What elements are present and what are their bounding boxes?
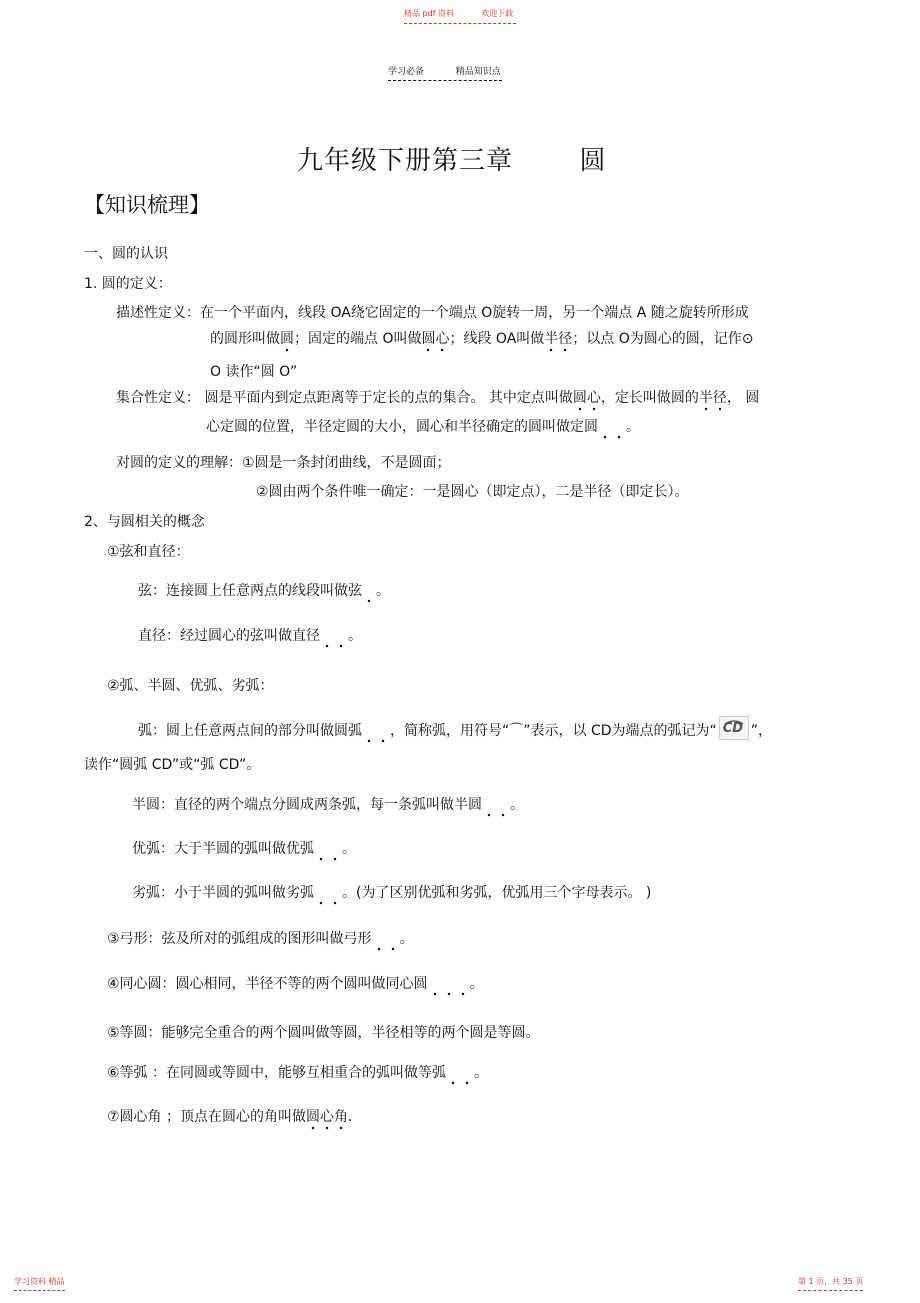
- title-text: 九年级下册第三章: [297, 146, 514, 176]
- page-title: [297, 140, 607, 177]
- arc-symbol-label: CD: [722, 721, 744, 736]
- text: ， 圆: [726, 390, 760, 406]
- text: ④同心圆：圆心相同，半径不等的两个圆叫做同心圆: [107, 976, 428, 992]
- watermark-bottom-right: 第 1 页，共 35 页: [798, 1276, 863, 1291]
- text: 。: [510, 797, 524, 813]
- emphasis-center: 圆心: [421, 328, 449, 353]
- watermark-top-left: 精品 pdf 资料: [404, 9, 455, 18]
- segment-definition: [107, 928, 414, 952]
- text: ，简称弧，用符号“⌒”表示，以 CD为端点的弧记为“: [390, 723, 717, 739]
- text: 的圆形叫做: [210, 331, 280, 347]
- emphasis-blank: [372, 931, 400, 952]
- text: 。: [376, 583, 390, 599]
- text: 半圆：直径的两个端点分圆成两条弧，每一条弧叫做半圆: [132, 797, 482, 813]
- title-circle-char: 圆: [579, 146, 607, 176]
- text: 弧：圆上任意两点间的部分叫做圆弧: [138, 723, 362, 739]
- text: ③弓形：弦及所对的弧组成的图形叫做弓形: [107, 931, 372, 947]
- arc-heading: ②弧、半圆、优弧、劣弧：: [107, 678, 274, 694]
- emphasis-blank: [314, 841, 342, 862]
- text: 心定圆的位置，半径定圆的大小，圆心和半径确定的圆叫做定圆: [206, 419, 598, 435]
- equal-arc-definition: [107, 1062, 488, 1086]
- emphasis-radius: 半径: [544, 328, 572, 353]
- text: ；线段 OA叫做: [449, 331, 545, 347]
- diameter-definition: [138, 625, 362, 649]
- semicircle-definition: [132, 794, 524, 818]
- emphasis-blank: [362, 583, 376, 604]
- text: 弦：连接圆上任意两点的线段叫做弦: [138, 583, 362, 599]
- emphasis-blank: [598, 419, 626, 440]
- text: ⑥等弧 ：在同圆或等圆中，能够互相重合的弧叫做等弧: [107, 1065, 446, 1081]
- text: 。: [399, 931, 414, 947]
- emphasis-center: 圆心: [573, 387, 601, 412]
- text: 直径：经过圆心的弦叫做直径: [138, 628, 320, 644]
- text: 集合性定义： 圆是平面内到定点距离等于定长的点的集合。 其中定点叫做: [116, 390, 573, 406]
- header-left: 学习必备: [388, 67, 425, 77]
- set-definition-line2: [206, 416, 640, 440]
- watermark-top-right: 欢迎下载: [481, 9, 514, 18]
- chord-definition: [138, 580, 390, 604]
- emphasis-blank: [446, 1065, 474, 1086]
- emphasis-blank: [362, 723, 390, 744]
- equal-circle-definition: ⑤等圆：能够完全重合的两个圆叫做等圆，半径相等的两个圆是等圆。: [107, 1025, 540, 1041]
- major-arc-definition: [132, 838, 356, 862]
- text: ”，: [750, 723, 773, 739]
- part1-heading: 一、圆的认识: [84, 246, 168, 262]
- emphasis-blank: [482, 797, 510, 818]
- emphasis-radius: 半径: [699, 387, 727, 412]
- text: 。: [342, 841, 356, 857]
- text: 。: [469, 976, 484, 992]
- part2-heading: 2、与圆相关的概念: [84, 514, 205, 530]
- text: 。(为了区别优弧和劣弧，优弧用三个字母表示。 ): [342, 885, 652, 901]
- descriptive-definition-line2: [210, 328, 754, 353]
- emphasis-blank: [314, 885, 342, 906]
- central-angle-definition: [107, 1106, 352, 1131]
- text: 。: [474, 1065, 488, 1081]
- section-heading: 【知识梳理】: [84, 193, 210, 217]
- text: .: [348, 1109, 353, 1125]
- arc-reading: 读作“圆弧 CD”或“弧 CD”。: [84, 757, 261, 773]
- emphasis-blank: [320, 628, 348, 649]
- text: ⑦圆心角 ；顶点在圆心的角叫做: [107, 1109, 307, 1125]
- text: ；固定的端点 O叫做: [294, 331, 422, 347]
- text: ，定长叫做圆的: [600, 390, 699, 406]
- page-header: [388, 64, 502, 81]
- watermark-bottom-left: 学习资料 精品: [14, 1276, 65, 1291]
- watermark-top: [404, 8, 516, 24]
- definition-heading: 1. 圆的定义：: [84, 276, 172, 292]
- text: 。: [626, 419, 640, 435]
- understanding-line1: 对圆的定义的理解：①圆是一条封闭曲线，不是圆面；: [116, 455, 451, 471]
- text: 优弧：大于半圆的弧叫做优弧: [132, 841, 314, 857]
- set-definition-line1: [116, 387, 759, 412]
- text: 劣弧：小于半圆的弧叫做劣弧: [132, 885, 314, 901]
- arc-cd-symbol-icon: [719, 716, 749, 740]
- descriptive-definition-line1: 描述性定义：在一个平面内，线段 OA绕它固定的一个端点 O旋转一周，另一个端点 A 随之旋转所形成: [116, 305, 749, 321]
- minor-arc-definition: [132, 882, 651, 906]
- understanding-line2: ②圆由两个条件唯一确定：一是圆心（即定点），二是半径（即定长）。: [256, 484, 689, 500]
- arc-definition-line1: [138, 716, 772, 744]
- chord-diameter-heading: ①弦和直径：: [107, 544, 190, 560]
- concentric-definition: [107, 973, 484, 997]
- emphasis-central-angle: 圆心角: [306, 1106, 348, 1131]
- text: 。: [348, 628, 362, 644]
- text: ；以点 O为圆心的圆，记作⊙: [572, 331, 754, 347]
- emphasis-blank: [428, 976, 470, 997]
- emphasis-circle: 圆: [280, 328, 294, 353]
- header-right: 精品知识点: [455, 67, 501, 77]
- descriptive-definition-line3: O 读作“圆 O”: [210, 364, 298, 380]
